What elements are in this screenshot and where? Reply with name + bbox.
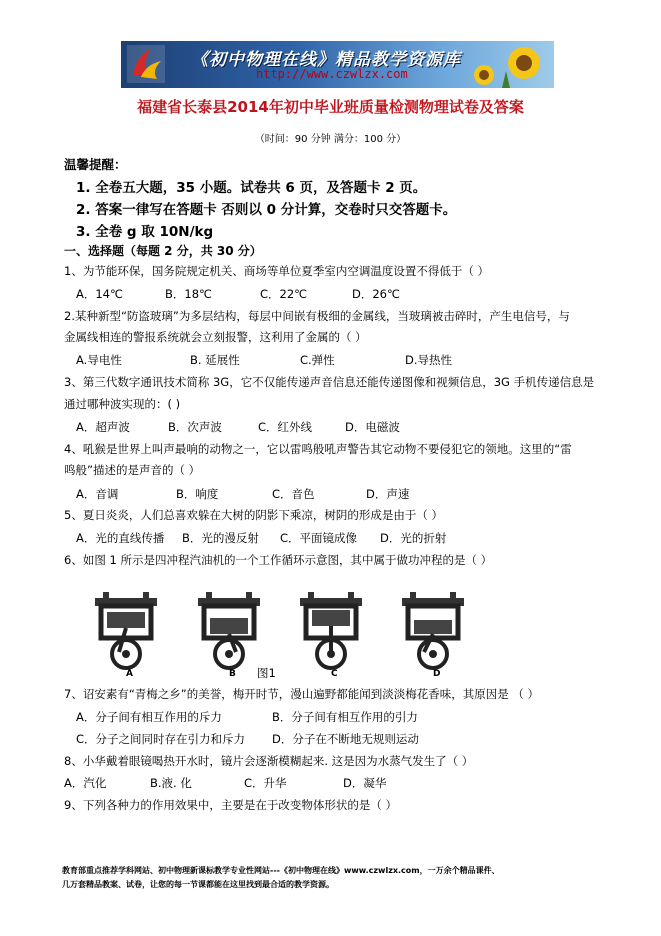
fig-label-a: A [126, 669, 133, 677]
option: B．响度 [176, 487, 219, 501]
option: C．分子之间同时存在引力和斥力 [76, 732, 246, 746]
question-3: 3、第三代数字通讯技术简称 3G，它不仅能传递声音信息还能传递图像和视频信息，3G 手机传递信息是 [64, 375, 595, 389]
option: C．红外线 [258, 420, 313, 434]
engine-stroke-figure [88, 592, 558, 677]
fig-label-c: C [331, 669, 338, 677]
question-4-cont: 鸣般”描述的是声音的（ ） [64, 463, 201, 477]
footer-line: 教育部重点推荐学科网站、初中物理新课标教学专业性网站---《初中物理在线》www.czwlzx.com，一万余个精品课件、 [62, 866, 500, 875]
option: D．26℃ [352, 287, 400, 301]
option: D．声速 [366, 487, 410, 501]
page-title: 福建省长泰县2014年初中毕业班质量检测物理试卷及答案 [137, 98, 524, 116]
reminder-heading: 温馨提醒： [64, 157, 127, 172]
option: B．次声波 [168, 420, 222, 434]
reminder-item: 1. 全卷五大题，35 小题。试卷共 6 页，及答题卡 2 页。 [76, 180, 427, 196]
question-5: 5、夏日炎炎，人们总喜欢躲在大树的阴影下乘凉，树阴的形成是由于（ ） [64, 508, 443, 522]
question-3-cont: 通过哪种波实现的：( ) [64, 397, 181, 411]
option: D．电磁波 [345, 420, 400, 434]
option: B．18℃ [165, 287, 212, 301]
question-6: 6、如图 1 所示是四冲程汽油机的一个工作循环示意图，其中属于做功冲程的是（ ） [64, 553, 493, 567]
reminder-item: 2. 答案一律写在答题卡 否则以 0 分计算，交卷时只交答题卡。 [76, 202, 457, 218]
option: C．音色 [272, 487, 315, 501]
option: A．音调 [76, 487, 119, 501]
option: B．分子间有相互作用的引力 [272, 710, 418, 724]
sunflower-icon [462, 41, 552, 88]
option: C.弹性 [300, 353, 335, 367]
page-footer [62, 864, 602, 892]
option: C．升华 [244, 776, 287, 790]
header-banner [121, 41, 554, 88]
question-9: 9、下列各种力的作用效果中，主要是在于改变物体形状的是（ ） [64, 798, 397, 812]
fig-label-d: D [433, 669, 441, 677]
option: A．分子间有相互作用的斥力 [76, 710, 222, 724]
option: A．汽化 [64, 776, 107, 790]
banner-title: 《初中物理在线》精品教学资源库 [191, 50, 461, 70]
option: A．14℃ [76, 287, 123, 301]
figure-caption: 图1 [257, 666, 276, 680]
option: D．光的折射 [380, 531, 447, 545]
engine-diagram-a [95, 592, 157, 668]
option: D．分子在不断地无规则运动 [272, 732, 419, 746]
reminder-item: 3. 全卷 g 取 10N/kg [76, 224, 214, 240]
option: B.液. 化 [150, 776, 192, 790]
question-8: 8、小华戴着眼镜喝热开水时，镜片会逐渐模糊起来. 这是因为水蒸气发生了（ ） [64, 754, 474, 768]
option: C．平面镜成像 [280, 531, 358, 545]
option: D.导热性 [405, 353, 453, 367]
question-2: 2.某种新型“防盗玻璃”为多层结构，每层中间嵌有极细的金属线，当玻璃被击碎时，产生电信号，与 [64, 309, 570, 323]
option: B．光的漫反射 [182, 531, 259, 545]
question-2-cont: 金属线相连的警报系统就会立刻报警，这利用了金属的（ ） [64, 330, 367, 344]
option: A．光的直线传播 [76, 531, 165, 545]
exam-meta: （时间：90 分钟 满分：100 分） [254, 134, 407, 145]
banner-url[interactable]: http://www.czwlzx.com [256, 67, 408, 81]
question-7: 7、诏安素有“青梅之乡”的美誉，梅开时节，漫山遍野都能闻到淡淡梅花香味，其原因是 （ ） [64, 687, 540, 701]
engine-diagram-b [198, 592, 260, 668]
fig-label-b: B [229, 669, 236, 677]
section-heading: 一、选择题（每题 2 分，共 30 分） [64, 244, 262, 258]
option: D．凝华 [343, 776, 387, 790]
option: A.导电性 [76, 353, 122, 367]
site-logo-icon [127, 45, 165, 83]
option: B. 延展性 [190, 353, 240, 367]
engine-diagram-c [300, 592, 362, 668]
question-1: 1、为节能环保，国务院规定机关、商场等单位夏季室内空调温度设置不得低于（ ） [64, 264, 489, 278]
footer-line: 几万套精品教案、试卷，让您的每一节课都能在这里找到最合适的教学资源。 [62, 880, 334, 889]
engine-diagram-d [402, 592, 464, 668]
option: A．超声波 [76, 420, 130, 434]
question-4: 4、吼猴是世界上叫声最响的动物之一，它以雷鸣般吼声警告其它动物不要侵犯它的领地。这里的“雷 [64, 442, 572, 456]
option: C．22℃ [260, 287, 308, 301]
